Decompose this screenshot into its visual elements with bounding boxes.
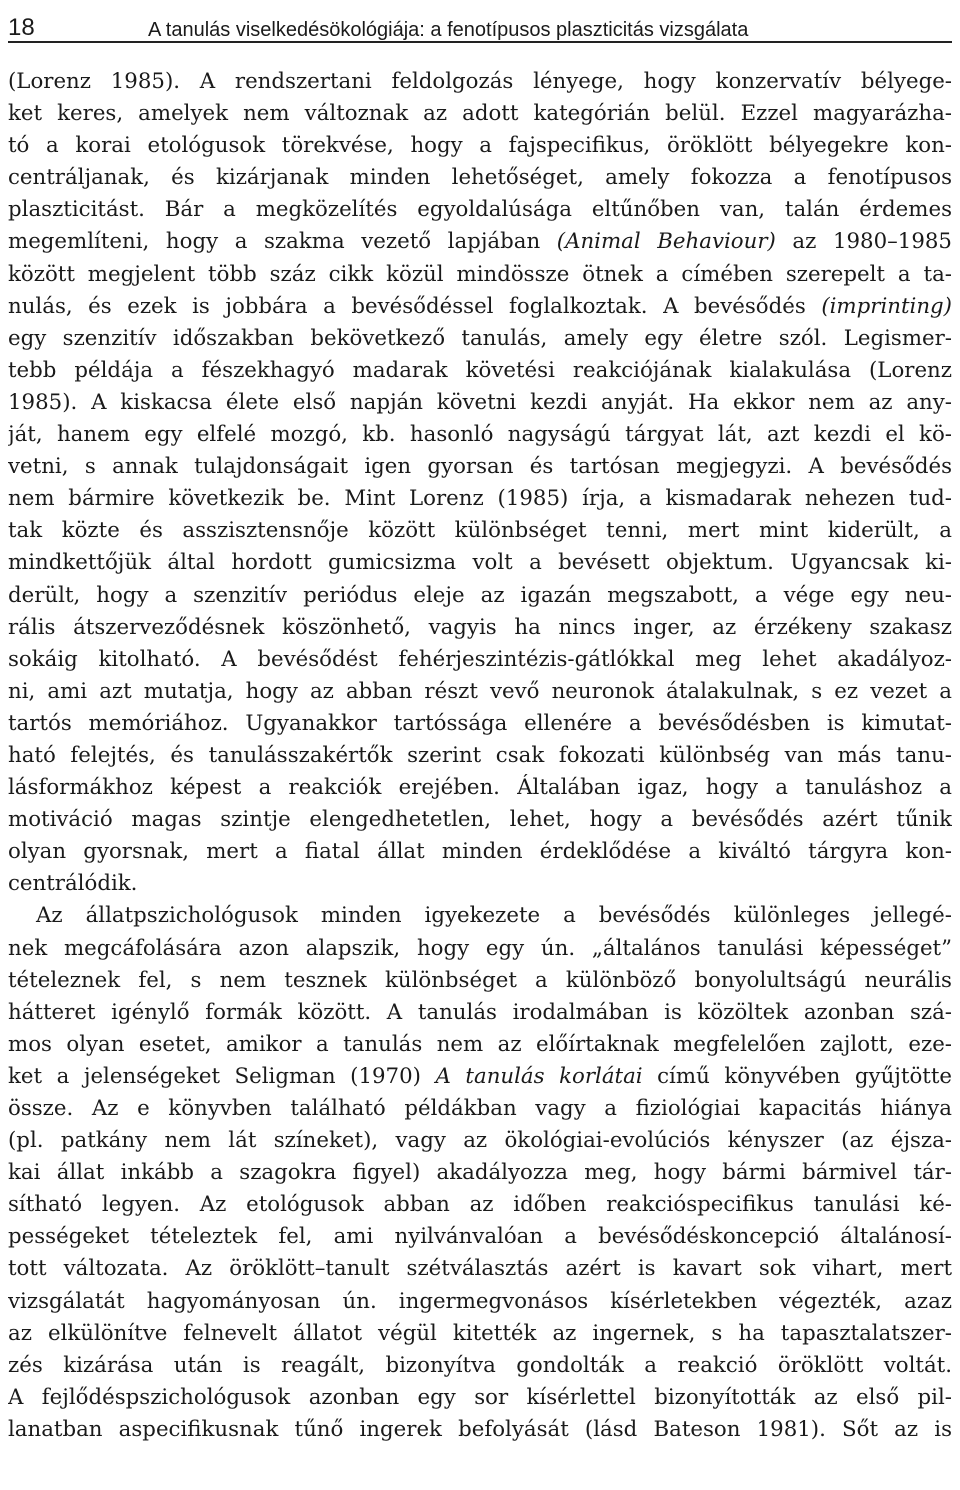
text-line: rális átszerveződésnek köszönhető, vagyis ha nincs inger, az érzékeny szakasz bbox=[8, 614, 952, 640]
italic-journal-title: (Animal Behaviour) bbox=[556, 229, 776, 255]
text-line: pességeket tételeztek fel, ami nyilvánvalóan a bevésődéskoncepció általánosí- bbox=[8, 1224, 952, 1250]
italic-term: (imprinting) bbox=[821, 293, 952, 319]
text-line: nulás, és ezek is jobbára a bevésődéssel foglalkoztak. A bevésődés (imprinting) bbox=[8, 293, 952, 319]
paragraph-first-line: Az állatpszichológusok minden igyekezete a bevésődés különleges jellegé- bbox=[36, 903, 952, 929]
text-line: tak közte és asszisztensnője között különbséget tenni, mert mint kiderült, a bbox=[8, 518, 952, 544]
text-line: tartós memóriához. Ugyanakkor tartóssága ellenére a bevésődésben is kimutat- bbox=[8, 710, 952, 736]
text-line: megemlíteni, hogy a szakma vezető lapjában (Animal Behaviour) az 1980–1985 bbox=[8, 229, 952, 255]
text-line: zés kizárása után is reagált, bizonyítva gondolták a reakció öröklött voltát. bbox=[8, 1352, 952, 1378]
text-line: vizsgálatát hagyományosan ún. ingermegvonásos kísérletekben végezték, azaz bbox=[8, 1288, 952, 1314]
text-line: ját, hanem egy elfelé mozgó, kb. hasonló nagyságú tárgyat lát, azt kezdi el kö- bbox=[8, 422, 952, 448]
text-line: kai állat inkább a szagokra figyel) akadályozza meg, hogy bármi bármivel tár- bbox=[8, 1160, 952, 1186]
text-line: sokáig kitolható. A bevésődést fehérjeszintézis-gátlókkal meg lehet akadályoz- bbox=[8, 646, 952, 672]
text-line: tó a korai etológusok törekvése, hogy a fajspecifikus, öröklött bélyegekre kon- bbox=[8, 133, 952, 159]
text-line bbox=[8, 1446, 952, 1478]
text-line: hátteret igénylő formák között. A tanulás irodalmában is közöltek azonban szá- bbox=[8, 999, 952, 1025]
italic-book-title: A tanulás korlátai bbox=[435, 1063, 643, 1089]
text-line: lásformákhoz képest a reakciók erejében. Általában igaz, hogy a tanuláshoz a bbox=[8, 775, 952, 801]
text-line: tott változata. Az öröklött–tanult szétválasztás azért is kavart sok vihart, mert bbox=[8, 1256, 952, 1282]
text-line: vetni, s annak tulajdonságait igen gyorsan és tartósan megjegyzi. A bevésődés bbox=[8, 454, 952, 480]
text-line: centrálódik. bbox=[8, 871, 138, 897]
text-line: 1985). A kiskacsa élete első napján követni kezdi anyját. Ha ekkor nem az any- bbox=[8, 389, 952, 415]
text-line: motiváció magas szintje elengedhetetlen, lehet, hogy a bevésődés azért tűnik bbox=[8, 807, 952, 833]
running-head bbox=[8, 0, 952, 44]
text-line: mindkettőjük által hordott gumicsizma volt a bevésett objektum. Ugyancsak ki- bbox=[8, 550, 952, 576]
text-line: (pl. patkány nem lát színeket), vagy az ökológiai-evolúciós kényszer (az éjsza- bbox=[8, 1128, 952, 1154]
text-line: ni, ami azt mutatja, hogy az abban részt vevő neuronok átalakulnak, s ez vezet a bbox=[8, 678, 952, 704]
text-line: sítható legyen. Az etológusok abban az időben reakcióspecifikus tanulási ké- bbox=[8, 1192, 952, 1218]
text-line: ható felejtés, és tanulásszakértők szerint csak fokozati különbség van más tanu- bbox=[8, 742, 952, 768]
text-line: lanatban aspecifikusnak tűnő ingerek befolyását (lásd Bateson 1981). Sőt az is bbox=[8, 1416, 952, 1442]
text-line: tebb példája a fészekhagyó madarak követési reakciójának kialakulása (Lorenz bbox=[8, 357, 952, 383]
running-title: A tanulás viselkedésökológiája: a fenotípusos plaszticitás vizsgálata bbox=[148, 19, 749, 41]
text-line: A fejlődéspszichológusok azonban egy sor kísérlettel bizonyították az első pil- bbox=[8, 1384, 952, 1410]
text-line: egy szenzitív időszakban bekövetkező tanulás, amely egy életre szól. Legismer- bbox=[8, 325, 952, 351]
text-line: ket a jelenségeket Seligman (1970) A tanulás korlátai című könyvében gyűjtötte bbox=[8, 1063, 952, 1089]
text-line: az elkülönítve felnevelt állatot végül kitették az ingernek, s ha tapasztalatszer- bbox=[8, 1320, 952, 1346]
page-number: 18 bbox=[8, 14, 35, 41]
text-line: centráljanak, és kizárjanak minden lehetőséget, amely fokozza a fenotípusos bbox=[8, 165, 952, 191]
text-line: tételeznek fel, s nem tesznek különbséget a különböző bonyolultságú neurális bbox=[8, 967, 952, 993]
text-line: között megjelent több száz cikk közül mindössze ötnek a címében szerepelt a ta- bbox=[8, 261, 952, 287]
text-line: mos olyan esetet, amikor a tanulás nem az előírtaknak megfelelően zajlott, eze- bbox=[8, 1031, 952, 1057]
text-line: nek megcáfolására azon alapszik, hogy egy ún. „általános tanulási képességet” bbox=[8, 935, 952, 961]
header-rule bbox=[8, 41, 952, 43]
text-line: ket keres, amelyek nem változnak az adott kategórián belül. Ezzel magyarázha- bbox=[8, 101, 952, 127]
text-line: össze. Az e könyvben található példákban vagy a fiziológiai kapacitás hiánya bbox=[8, 1096, 952, 1121]
text-line: plaszticitást. Bár a megközelítés egyoldalúsága eltűnőben van, talán érdemes bbox=[8, 197, 952, 223]
text-line: olyan gyorsnak, mert a fiatal állat minden érdeklődése a kiváltó tárgyra kon- bbox=[8, 839, 952, 865]
text-line: (Lorenz 1985). A rendszertani feldolgozás lényege, hogy konzervatív bélyege- bbox=[8, 69, 952, 94]
body-text bbox=[8, 66, 952, 1478]
text-line: derült, hogy a szenzitív periódus eleje az igazán megszabott, a vége egy neu- bbox=[8, 582, 952, 608]
text-line: nem bármire következik be. Mint Lorenz (1985) írja, a kismadarak nehezen tud- bbox=[8, 486, 952, 512]
